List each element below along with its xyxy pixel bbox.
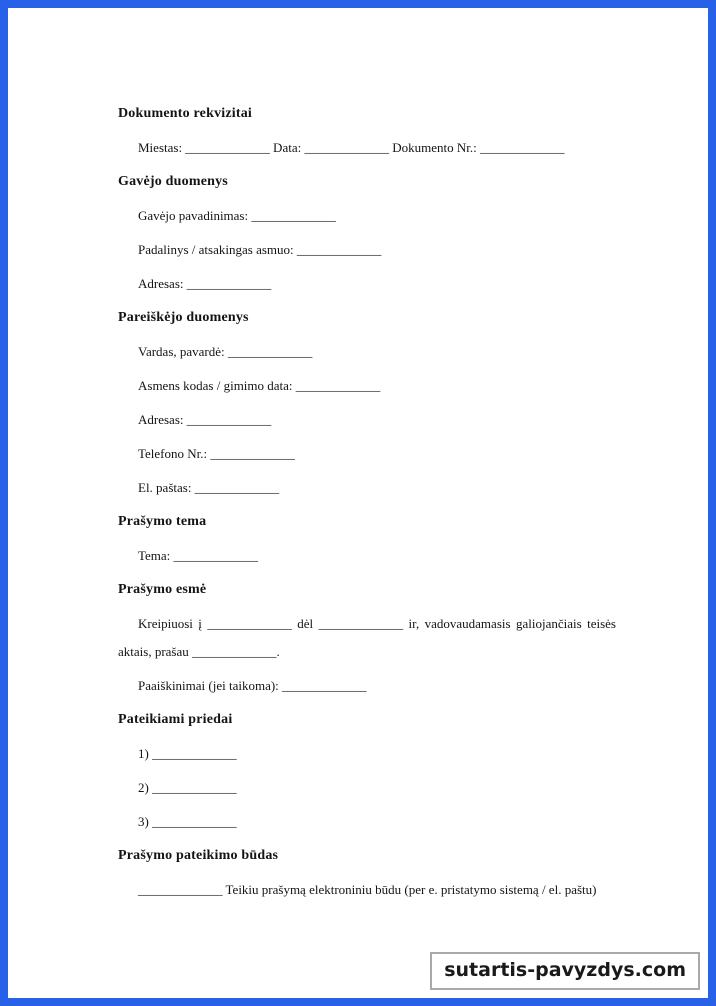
section-heading-pateikiami-priedai: Pateikiami priedai bbox=[118, 712, 233, 727]
form-line-telefono-nr: Telefono Nr.: _____________ bbox=[138, 446, 295, 461]
section-heading-prasymo-esme: Prašymo esmė bbox=[118, 582, 207, 597]
form-line-vardas-pavarde: Vardas, pavardė: _____________ bbox=[138, 344, 313, 359]
section-heading-gavejo-duomenys: Gavėjo duomenys bbox=[118, 174, 228, 189]
section-heading-prasymo-pateikimo-budas: Prašymo pateikimo būdas bbox=[118, 848, 279, 863]
watermark-badge: sutartis-pavyzdys.com bbox=[430, 952, 700, 990]
document-body bbox=[16, 16, 716, 1006]
form-paragraph-kreipiuosi: Kreipiuosi į _____________ dėl _____________ ir, vadovaudamasis galiojančiais teisės aktais, prašau _____________. bbox=[118, 616, 616, 659]
form-line-paaiskinimai: Paaiškinimai (jei taikoma): _____________ bbox=[138, 678, 367, 693]
section-heading-pareiskejo-duomenys: Pareiškėjo duomenys bbox=[118, 310, 249, 325]
section-heading-dokumento-rekvizitai: Dokumento rekvizitai bbox=[118, 106, 253, 121]
form-line-pateikimo-budas: _____________ Teikiu prašymą elektroniniu būdu (per e. pristatymo sistemą / el. paštu) bbox=[138, 882, 597, 897]
form-line-priedas-3: 3) _____________ bbox=[138, 814, 237, 829]
form-line-gavejo-adresas: Adresas: _____________ bbox=[138, 276, 272, 291]
form-line-miestas-data-dokumento-nr: Miestas: _____________ Data: _____________ Dokumento Nr.: _____________ bbox=[138, 140, 565, 155]
section-heading-prasymo-tema: Prašymo tema bbox=[118, 514, 207, 529]
form-line-tema: Tema: _____________ bbox=[138, 548, 259, 563]
form-line-padalinys-atsakingas-asmuo: Padalinys / atsakingas asmuo: _____________ bbox=[138, 242, 382, 257]
form-line-pareiskejo-adresas: Adresas: _____________ bbox=[138, 412, 272, 427]
form-line-el-pastas: El. paštas: _____________ bbox=[138, 480, 280, 495]
form-line-gavejo-pavadinimas: Gavėjo pavadinimas: _____________ bbox=[138, 208, 336, 223]
form-line-priedas-1: 1) _____________ bbox=[138, 746, 237, 761]
form-line-priedas-2: 2) _____________ bbox=[138, 780, 237, 795]
form-line-asmens-kodas-gimimo-data: Asmens kodas / gimimo data: _____________ bbox=[138, 378, 381, 393]
